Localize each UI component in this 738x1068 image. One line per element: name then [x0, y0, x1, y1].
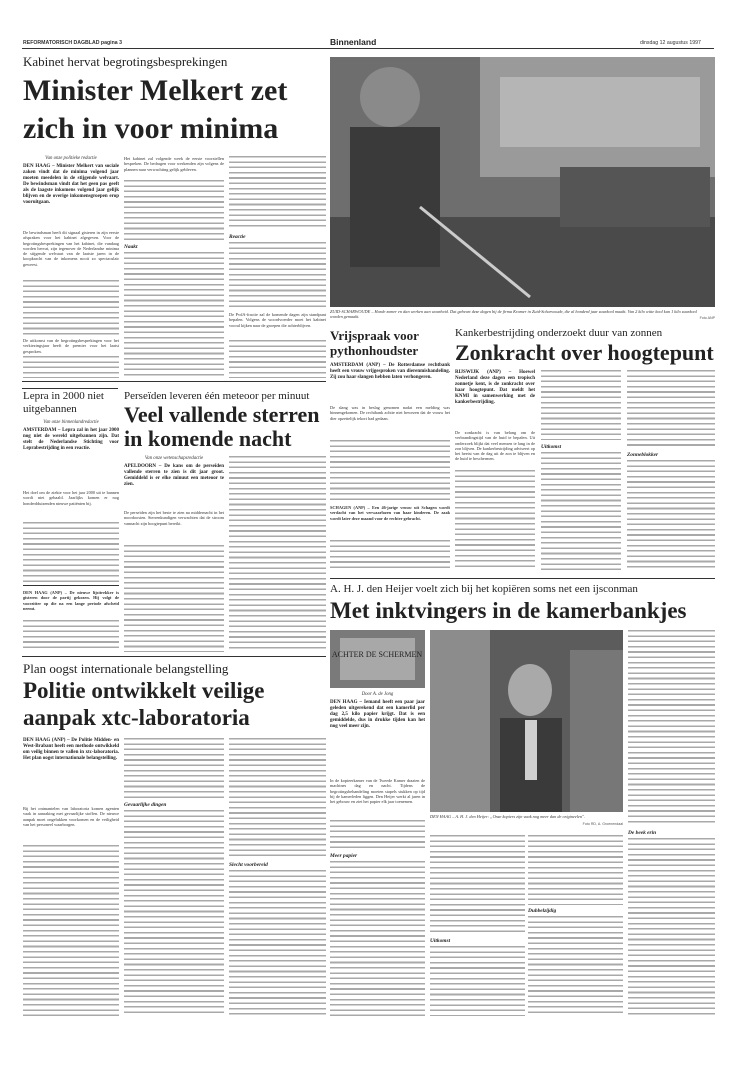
- story1-headline-line1: Minister Melkert zet: [23, 74, 288, 107]
- story6-subhead-uitkomst: Uitkomst: [430, 938, 451, 944]
- story5-text-block: [124, 545, 224, 652]
- story1-text-block: [124, 252, 224, 378]
- story6-text-block: [528, 916, 623, 1016]
- photo1-caption: ZUID-SCHARWOUDE – Harde zomer en dan werken aan waarheid. Dat gebeurt deze dagen bij de firma Kramer in Zuid-Scharwoude, die al honderd jaar zuurkool maakt. Van 2 kilo witte kool kan 1 kilo zuurkool worden gemaakt.: [330, 309, 697, 320]
- story3-subhead-uitkomst: Uitkomst: [541, 444, 562, 450]
- story3-text-block: [627, 370, 715, 448]
- story6-subhead-dubbelzijdig: Dubbelzijdig: [528, 908, 557, 914]
- story1-headline-line2: zich in voor minima: [23, 112, 279, 145]
- story2-schagen: SCHAGEN (ANP) – Een 46-jarige vrouw uit Schagen wordt verdacht van het verwaarlozen van haar kinderen. De zaak wordt later deze maand voor de rechter gebracht.: [330, 505, 450, 521]
- header-rule: [22, 48, 714, 49]
- story3-text-block: [541, 370, 621, 440]
- story6-text-block: [430, 946, 525, 1016]
- story5-headline-line1: Veel vallende sterren: [124, 402, 320, 427]
- story1-text-block: [229, 340, 326, 378]
- photo1-credit: Foto ANP: [699, 316, 715, 320]
- story5-headline-line2: in komende nacht: [124, 426, 292, 451]
- story7-text-block: [229, 738, 326, 858]
- story3-text-block: [455, 470, 535, 570]
- story4-text-block: [23, 522, 119, 582]
- story4-denhaag: DEN HAAG (ANP) – De nieuwe lijsttrekker is gisteren door de partij gekozen. Hij volgt de voorzitter op die na een lange periode afscheid neemt.: [23, 590, 119, 611]
- story6-kicker: A. H. J. den Heijer voelt zich bij het kopiëren soms net een ijsconman: [330, 583, 638, 595]
- story5-text-block: [229, 456, 326, 652]
- story3-text: De zonkracht is van belang om de verbrandingstijd van de huid te bepalen. Uit onderzoek blijkt dat veel mensen te lang in de zon blijven. De kankerbestrijding adviseert op het heetst van de dag uit de zon te blijven en de huid te beschermen.: [455, 430, 535, 462]
- story6-lead: DEN HAAG – Iemand heeft een paar jaar geleden uitgerekend dat een kamerlid per dag 2,5 kilo papier krijgt. Dat is een gemiddelde, dus in drukke tijden kan het nog veel meer zijn.: [330, 700, 425, 729]
- sauerkraut-photo-image: [330, 57, 715, 307]
- story5-headline: [124, 403, 326, 451]
- story4-rule: [22, 388, 118, 389]
- story7-rule: [22, 656, 326, 657]
- story4-text-block: [23, 620, 119, 652]
- den-heijer-photo: [430, 630, 623, 812]
- story4-byline: Van onze binnenlandredactie: [43, 420, 99, 425]
- story1-text-block: [23, 280, 119, 335]
- story4-lead: AMSTERDAM – Lepra zal in het jaar 2000 nog niet de wereld uitgebannen zijn. Dat stelt de Nederlandse Stichting voor Leprabestrijding in een reactie.: [23, 428, 119, 451]
- photo-label: ACHTER DE SCHERMEN: [331, 650, 423, 659]
- story7-subhead-gevaarlijk: Gevaarlijke dingen: [124, 802, 167, 808]
- story7-text-block: [229, 870, 326, 1016]
- photo2-caption: DEN HAAG – A. H. J. den Heijer: „Onze kopiers zijn vaak nog meer dan de origineelen".: [430, 814, 585, 819]
- story1-subhead-reactie: Reactie: [229, 234, 246, 240]
- story5-kicker: Perseïden leveren één meteoor per minuut: [124, 390, 310, 402]
- story1-subhead-naakt: Naakt: [124, 244, 138, 250]
- section-title: Binnenland: [330, 37, 377, 47]
- header-date: dinsdag 12 augustus 1997: [640, 40, 701, 46]
- story2-text-block: [330, 540, 450, 572]
- story1-text-block: [229, 242, 326, 308]
- story3-kicker: Kankerbestrijding onderzoekt duur van zonnen: [455, 327, 663, 339]
- den-heijer-photo-image: [430, 630, 623, 812]
- story3-text-block: [541, 452, 621, 570]
- story1-text2: De uitkomst van de begrotingsbesprekingen voor het verkiezingsjaar heeft de premier voor het laatst gesproken.: [23, 338, 119, 354]
- story2-lead: AMSTERDAM (ANP) – De Rotterdamse rechtbank heeft een vrouw vrijgesproken van dierenmishandeling. Zij zou haar slangen hebben laten verhongeren.: [330, 363, 450, 380]
- story2-headline: [330, 328, 450, 358]
- story7-headline-line1: Politie ontwikkelt veilige: [23, 678, 265, 703]
- sauerkraut-photo: [330, 57, 715, 307]
- story4-text: Het doel om de ziekte voor het jaar 2000 uit te bannen wordt niet gehaald. Jaarlijks komen er nog honderdduizenden nieuwe patiënten bij.: [23, 490, 119, 506]
- story7-lead: DEN HAAG (ANP) – De Politie Midden- en West-Brabant heeft een methode ontwikkeld om veilig binnen te vallen in xtc-laboratoria. Het plan oogst internationale belangstelling.: [23, 738, 119, 761]
- story4-kicker: Lepra in 2000 niet uitgebannen: [23, 390, 104, 415]
- story2-headline-line2: pythonhoudster: [330, 343, 419, 358]
- story1-lead: DEN HAAG – Minister Melkert van sociale zaken vindt dat de minima volgend jaar moeten meedelen in de stijgende welvaart. De bewindsman vindt dat het geen pas geeft als de laagste inkomens volgend jaar gelijk blijven en de overige inkomensgroepen erop vooruitgaan.: [23, 164, 119, 205]
- story6-text-block: [430, 835, 525, 935]
- story3-lead: RIJSWIJK (ANP) – Hoewel Nederland deze dagen een tropisch zonnetje kent, is de zonkracht over haar hoogtepunt. Dat meldt het KNMI in samenwerking met de kankerbestrijding.: [455, 370, 535, 405]
- story7-text-block: [124, 738, 224, 798]
- story1-headline: [23, 72, 328, 148]
- story5-text: De perseïden zijn het beste te zien na middernacht in het noordoosten. Sterrenkundigen verwachten dat de stroom vannacht zijn hoogtepunt bereikt.: [124, 510, 224, 526]
- story3-text-block: [627, 460, 715, 570]
- schermen-logo-image: [330, 630, 425, 688]
- story6-byline: Door A. de Jong: [361, 692, 394, 697]
- story7-headline-line2: aanpak xtc-laboratoria: [23, 705, 250, 730]
- story4-inner-rule: [23, 585, 119, 586]
- story2-headline-line1: Vrijspraak voor: [330, 328, 419, 343]
- story7-kicker: Plan oogst internationale belangstelling: [23, 661, 229, 676]
- story5-byline: Van onze wetenschapsredactie: [144, 456, 204, 461]
- story1-text1: De bewindsman heeft dit signaal gisteren in zijn eerste afspraken voor het kabinet afgegeven. Voor de begrotingsbesprekingen van het kabinet, die vandaag worden hervat, zijn tegenover de Nederlandse minima de stijgende welvaart van de laatste jaren in de koopkracht van de inkomens nooit zo spectaculair geweest.: [23, 230, 119, 267]
- header-left: REFORMATORISCH DAGBLAD pagina 3: [23, 40, 122, 46]
- story7-text: Bij het ontmantelen van laboratoria komen agenten vaak in aanraking met gevaarlijke stoffen. De nieuwe aanpak moet ongelukken voorkomen en de veiligheid van het personeel waarborgen.: [23, 806, 119, 827]
- story6-subhead-meer-papier: Meer papier: [330, 853, 358, 859]
- story7-subhead-slecht: Slecht voorbereid: [229, 862, 268, 868]
- story6-text-block: [628, 630, 715, 825]
- story5-lead: APELDOORN – De kans om de perseïden vallende sterren te zien is dit jaar groot. Gemiddeld is er elke minuut een meteoor te zien.: [124, 464, 224, 487]
- story6-text: In de kopieerkamer van de Tweede Kamer draaien de machines dag en nacht. Tijdens de begrotingsbehandeling moeten stapels stukken op tijd bij de kamerleden liggen. Den Heijer werkt al jaren in het gebouw en ziet het papier elk jaar toenemen.: [330, 778, 425, 805]
- story6-text-block: [330, 861, 425, 1016]
- story6-text-block: [628, 838, 715, 1016]
- story6-text-block: [330, 820, 425, 850]
- story1-text-block: [23, 356, 119, 378]
- story1-text-block: [124, 180, 224, 240]
- story1-text4: De PvdA-fractie zal de komende dagen zijn standpunt bepalen. Volgens de woordvoerder moet het kabinet vooral kijken naar de groepen die achterblijven.: [229, 312, 326, 328]
- schermen-logo-photo: [330, 630, 425, 688]
- story1-text-block: [229, 156, 326, 230]
- story6-text-block: [528, 835, 623, 905]
- photo2-credit: Foto RD, A. Groenendaal: [582, 822, 623, 826]
- story1-text3: Het kabinet zal volgende week de eerste voorstellen bespreken. De bedragen voor werkenden zijn volgens de plannen naar verwachting gelijk gebleven.: [124, 156, 224, 172]
- story7-text-block: [124, 810, 224, 1016]
- story6-headline: Met inktvingers in de kamerbankjes: [330, 598, 687, 623]
- story3-subhead-zonneblokker: Zonneblokker: [627, 452, 659, 458]
- story2-text: De slang was in beslag genomen nadat een melding was binnengekomen. De rechtbank achtte niet bewezen dat de vrouw het dier opzettelijk tekort had gedaan.: [330, 405, 450, 421]
- section-rule: [22, 381, 326, 382]
- story1-byline: Van onze politieke redactie: [45, 156, 97, 161]
- story3-headline: Zonkracht over hoogtepunt: [455, 340, 714, 365]
- story7-text-block: [23, 845, 119, 1016]
- story1-kicker: Kabinet hervat begrotingsbesprekingen: [23, 54, 228, 69]
- story6-rule: [330, 578, 715, 579]
- story7-headline: [23, 677, 327, 731]
- story2-text-block: [330, 440, 450, 500]
- story6-subhead-beek: De beek erin: [628, 830, 657, 836]
